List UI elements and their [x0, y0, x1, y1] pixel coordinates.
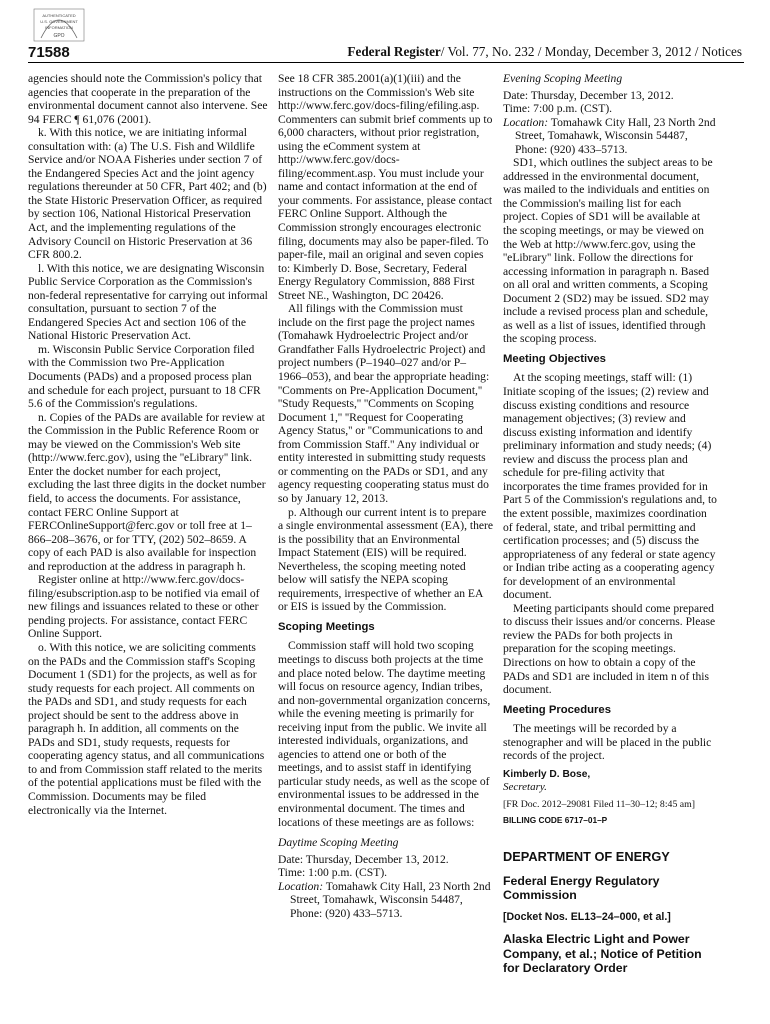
section-heading: Meeting Procedures [503, 703, 611, 716]
meeting-heading: Evening Scoping Meeting [503, 72, 623, 85]
paragraph: Meeting participants should come prepared to discuss their issues and/or concerns. Please review the PADs for both projects in preparation for the scoping meetings. Directions on how to obtain a copy of the PADs and SD1 are included in item n of this document. [503, 601, 716, 697]
gpo-authentication-seal [33, 8, 85, 42]
seal-text-top: AUTHENTICATED [42, 13, 76, 18]
paragraph: agencies should note the Commission's policy that agencies that cooperate in the preparation of the environmental document cannot also intervene. See 94 FERC ¶ 61,076 (2001). [28, 72, 268, 126]
paragraph: At the scoping meetings, staff will: (1) Initiate scoping of the issues; (2) review and discuss existing conditions and resource management objectives; (3) review and discuss existing information and identify preliminary information and study needs; (4) review and discuss the process plan and schedule for pre-filing activity that incorporates the time frames provided for in Part 5 of the Commission's regulations and, to the extent possible, maximizes coordination of federal, state, and tribal permitting and certification processes; and (5) discuss the appropriateness of any federal or state agency or Indian tribe acting as a cooperating agency for development of an environmental document. [503, 371, 717, 602]
location-label: Location: [503, 115, 549, 129]
seal-text-mid: U.S. GOVERNMENT [40, 19, 78, 24]
location-text: Tomahawk City Hall, 23 North 2nd Street, Tomahawk, Wisconsin 54487, Phone: (920) 433–5713. [290, 879, 491, 920]
paragraph: o. With this notice, we are soliciting comments on the PADs and the Commission staff's Scoping Document 1 (SD1) for the projects, as well as for study requests for each project. All comments on the PADs and SD1, and study requests for each project should be sent to the address above in paragraph h. In addition, all comments on the PADs and SD1, study requests, requests for cooperating agency status, and all communications to and from Commission staff related to the merits of the potential applications must be filed with the Commission. Documents may be filed electronically via the Internet. [28, 640, 265, 817]
paragraph: n. Copies of the PADs are available for review at the Commission in the Public Reference Room or may be viewed on the Commission's Web site (http://www.ferc.gov), using the ''eLibrary'' link. Enter the docket number for each project, excluding the last three digits in the docket number field, to access the documents. For assistance, contact FERC Online Support at FERCOnlineSupport@ferc.gov or toll free at 1–866–208–3676, or for TTY, (202) 502–8659. A copy of each PAD is also available for inspection and reproduction at the address in paragraph h. [28, 410, 266, 573]
meeting-location [503, 116, 717, 157]
meeting-date: Date: Thursday, December 13, 2012. [278, 852, 449, 866]
location-text: Tomahawk City Hall, 23 North 2nd Street, Tomahawk, Wisconsin 54487, Phone: (920) 433–5713. [515, 115, 716, 156]
paragraph: m. Wisconsin Public Service Corporation filed with the Commission two Pre-Application Documents (PADs) and a proposed process plan and schedule for each project, pursuant to 18 CFR 5.6 of the Commission's regulations. [28, 342, 261, 411]
notice-title: Alaska Electric Light and Power Company, et al.; Notice of Petition for Declaratory Order [503, 932, 702, 976]
signer-title: Secretary. [503, 781, 547, 794]
paragraph: Commission staff will hold two scoping meetings to discuss both projects at the time and place noted below. The daytime meeting will focus on resource agency, Indian tribes, and non-governmental organization concerns, while the evening meeting is primarily for receiving input from the public. We invite all interested individuals, organizations, and agencies to attend one or both of the meetings, and to assist staff in identifying particular study needs, as well as the scope of environmental issues to be addressed in the environmental document. The times and locations of these meetings are as follows: [278, 639, 491, 829]
section-heading: Meeting Objectives [503, 352, 606, 365]
issue-info: / Vol. 77, No. 232 / Monday, December 3, 2012 / Notices [440, 44, 742, 59]
paragraph: k. With this notice, we are initiating informal consultation with: (a) The U.S. Fish and Wildlife Service and/or NOAA Fisheries under section 7 of the Endangered Species Act and the joint agency regulations thereunder at 50 CFR, Part 402; and (b) the State Historic Preservation Officer, as required by section 106, National Historical Preservation Act, and the implementing regulations of the Advisory Council on Historic Preservation at 36 CFR 800.2. [28, 126, 267, 262]
paragraph: All filings with the Commission must include on the first page the project names (Tomahawk Hydroelectric Project and/or Grandfather Falls Hydroelectric Project) and project numbers (P–1940–027 and/or P–1966–053), and bear the appropriate heading: ''Comments on Pre-Application Document,'' ''Study Requests,'' ''Comments on Scoping Document 1,'' ''Request for Cooperating Agency Status,'' or ''Communications to and from Commission Staff.'' Any individual or entity interested in submitting study requests or commenting on the PADs or SD1, and any agency requesting cooperating status must do so by January 12, 2013. [278, 302, 490, 505]
paragraph: The meetings will be recorded by a stenographer and will be placed in the public records of the project. [503, 722, 712, 763]
publication-name: Federal Register [347, 44, 441, 59]
column-1 [28, 72, 268, 817]
page-number: 71588 [28, 44, 70, 61]
seal-text-bottom: GPO [53, 33, 65, 39]
signer-name: Kimberly D. Bose, [503, 768, 591, 780]
meeting-location [278, 880, 494, 921]
agency-heading: Federal Energy Regulatory Commission [503, 873, 660, 903]
meeting-date: Date: Thursday, December 13, 2012. [503, 88, 674, 102]
location-label: Location: [278, 879, 324, 893]
column-2 [278, 72, 494, 920]
paragraph: p. Although our current intent is to prepare a single environmental assessment (EA), there is the possibility that an Environmental Impact Statement (EIS) will be required. Nevertheless, the scoping meeting noted below will satisfy the NEPA scoping requirements, irrespective of whether an EA or EIS is issued by the Commission. [278, 505, 494, 614]
column-3 [503, 72, 717, 976]
paragraph: SD1, which outlines the subject areas to be addressed in the environmental document, was mailed to the individuals and entities on the Commission's mailing list for each project. Copies of SD1 will be available at the scoping meetings, or may be viewed on the Web at http://www.ferc.gov, using the ''eLibrary'' link. Follow the directions for accessing information in paragraph n. Based on all oral and written comments, a Scoping Document 2 (SD2) may be issued. SD2 may include a revised process plan and schedule, as well as a list of issues, identified through the scoping process. [503, 156, 713, 346]
billing-code: BILLING CODE 6717–01–P [503, 815, 608, 826]
page-header [28, 44, 744, 63]
department-heading: DEPARTMENT OF ENERGY [503, 848, 670, 864]
paragraph: See 18 CFR 385.2001(a)(1)(iii) and the instructions on the Commission's Web site http://www.ferc.gov/docs-filing/efiling.asp. Commenters can submit brief comments up to 6,000 characters, without prior registration, using the eComment system at http://www.ferc.gov/docs-filing/ecomment.asp. You must include your name and contact information at the end of your comments. For assistance, please contact FERC Online Support. Although the Commission strongly encourages electronic filing, documents may also be paper-filed. To paper-file, mail an original and seven copies to: Kimberly D. Bose, Secretary, Federal Energy Regulatory Commission, 888 First Street NE., Washington, DC 20426. [278, 72, 493, 302]
docket-number: [Docket Nos. EL13–24–000, et al.] [503, 910, 671, 923]
fr-doc-line: [FR Doc. 2012–29081 Filed 11–30–12; 8:45 am] [503, 798, 696, 810]
seal-text-low: INFORMATION [45, 25, 73, 30]
paragraph: l. With this notice, we are designating Wisconsin Public Service Corporation as the Commission's non-federal representative for carrying out informal consultation, pursuant to section 7 of the Endangered Species Act and section 106 of the National Historic Preservation Act. [28, 261, 268, 343]
meeting-time: Time: 1:00 p.m. (CST). [278, 866, 388, 880]
section-heading: Scoping Meetings [278, 620, 375, 633]
running-head [347, 44, 742, 60]
paragraph: Register online at http://www.ferc.gov/docs-filing/esubscription.asp to be notified via email of new filings and issuances related to these or other pending projects. For assistance, contact FERC Online Support. [28, 573, 260, 641]
meeting-time: Time: 7:00 p.m. (CST). [503, 102, 613, 116]
meeting-heading: Daytime Scoping Meeting [278, 836, 399, 850]
